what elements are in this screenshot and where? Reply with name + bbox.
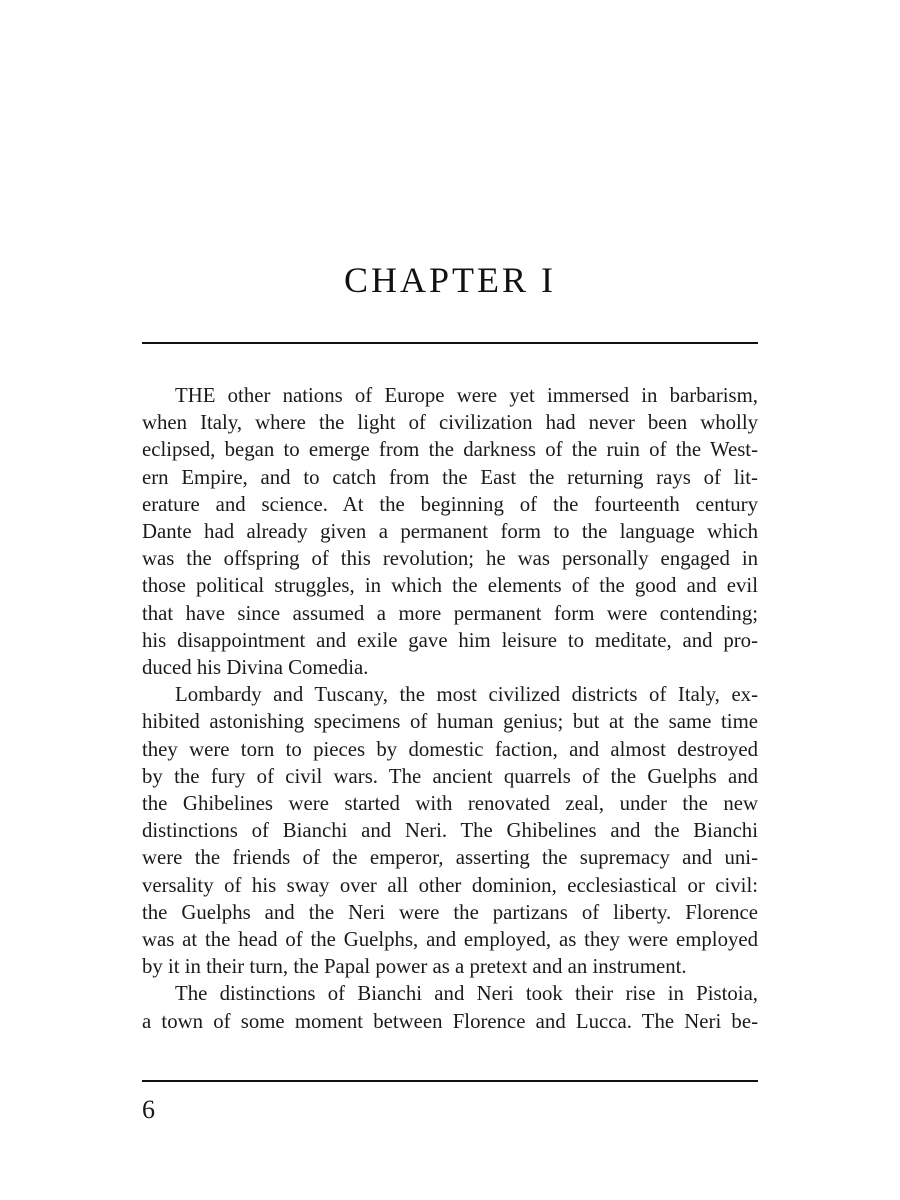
text-line: THE other nations of Europe were yet immersed in barbarism,	[175, 384, 758, 407]
page-number: 6	[142, 1095, 155, 1124]
chapter-body	[142, 382, 758, 1035]
text-line: Dante had already given a permanent form to the language which	[142, 520, 758, 544]
chapter-heading: CHAPTER I	[343, 260, 556, 300]
text-line: by the fury of civil wars. The ancient quarrels of the Guelphs and	[142, 764, 758, 788]
text-line: versality of his sway over all other dominion, ecclesiastical or civil:	[142, 873, 758, 897]
text-line: erature and science. At the beginning of the fourteenth century	[142, 492, 758, 516]
text-line: duced his Divina Comedia.	[142, 656, 369, 680]
text-line: those political struggles, in which the elements of the good and evil	[142, 574, 758, 598]
text-line: distinctions of Bianchi and Neri. The Ghibelines and the Bianchi	[142, 819, 758, 843]
text-line: was the offspring of this revolution; he was personally engaged in	[142, 547, 758, 571]
text-line: eclipsed, began to emerge from the darkness of the ruin of the West-	[142, 438, 758, 462]
text-line: when Italy, where the light of civilization had never been wholly	[142, 411, 758, 435]
text-line: The distinctions of Bianchi and Neri took their rise in Pistoia,	[175, 982, 758, 1006]
text-line: by it in their turn, the Papal power as a pretext and an instrument.	[142, 955, 687, 979]
text-line: was at the head of the Guelphs, and employed, as they were employed	[142, 928, 758, 952]
text-line: Lombardy and Tuscany, the most civilized districts of Italy, ex-	[175, 683, 758, 707]
text-line: they were torn to pieces by domestic faction, and almost destroyed	[142, 737, 758, 761]
text-line: hibited astonishing specimens of human genius; but at the same time	[142, 710, 758, 734]
text-line: a town of some moment between Florence and Lucca. The Neri be-	[142, 1009, 758, 1033]
top-rule	[142, 342, 758, 344]
paragraph	[142, 980, 758, 1034]
paragraph	[142, 382, 758, 681]
paragraph	[142, 681, 758, 980]
text-line: the Guelphs and the Neri were the partizans of liberty. Florence	[142, 900, 758, 924]
bottom-rule	[142, 1080, 758, 1082]
text-line: the Ghibelines were started with renovated zeal, under the new	[142, 792, 758, 816]
text-line: ern Empire, and to catch from the East the returning rays of lit-	[142, 465, 758, 489]
text-line: were the friends of the emperor, asserting the supremacy and uni-	[142, 846, 758, 870]
text-line: his disappointment and exile gave him leisure to meditate, and pro-	[142, 628, 758, 652]
text-line: that have since assumed a more permanent form were contending;	[142, 601, 758, 625]
